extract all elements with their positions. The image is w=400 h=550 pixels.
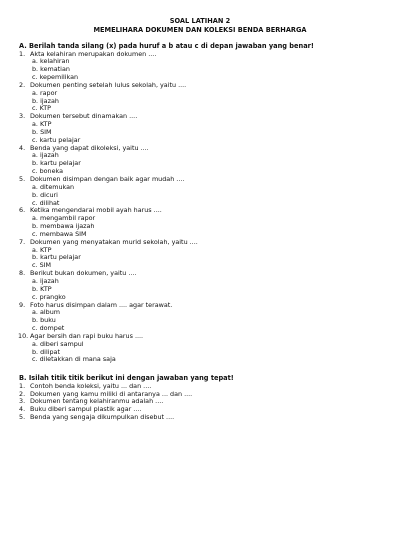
answer-option[interactable]: b. kartu pelajar (32, 253, 81, 262)
answer-option[interactable]: c. kepemilikan (32, 73, 79, 82)
question-text: Dokumen disimpan dengan baik agar mudah .... (30, 175, 185, 183)
section-b-questions (0, 383, 400, 422)
answer-option[interactable]: b. membawa ijazah (32, 222, 95, 231)
answer-option[interactable]: c. SIM (32, 261, 52, 270)
question-text: Agar bersih dan rapi buku harus .... (30, 331, 144, 340)
answer-option[interactable]: c. KTP (32, 104, 52, 113)
question-item (0, 176, 400, 207)
question-text: Benda yang dapat dikoleksi, yaitu .... (30, 143, 149, 152)
question-number: 3. (19, 112, 26, 121)
question-item (0, 239, 400, 270)
section-b-heading: B. Isilah titik titik berikut ini dengan jawaban yang tepat! (19, 374, 234, 383)
question-number: 7. (19, 237, 26, 246)
answer-option[interactable]: a. ijazah (32, 276, 59, 285)
answer-option[interactable]: a. kelahiran (32, 57, 70, 66)
question-line (0, 270, 400, 278)
question-item (0, 113, 400, 144)
question-number: 4. (19, 143, 26, 152)
question-number: 6. (19, 206, 26, 215)
question-number: 1. (19, 381, 26, 390)
page-subtitle: MEMELIHARA DOKUMEN DAN KOLEKSI BENDA BERHARGA (93, 26, 307, 34)
answer-option[interactable]: b. buku (32, 316, 56, 325)
answer-option[interactable]: b. dilipat (32, 347, 60, 356)
section-a-questions (0, 51, 400, 365)
question-text: Dokumen penting setelah lulus sekolah, yaitu .... (30, 80, 187, 89)
question-number: 10. (18, 331, 29, 340)
question-item (0, 207, 400, 238)
question-text: Dokumen tersebut dinamakan .... (30, 112, 138, 121)
question-line (0, 51, 400, 59)
question-item (0, 302, 400, 333)
answer-option[interactable]: a. album (32, 308, 61, 317)
answer-option[interactable]: a. ijazah (32, 151, 59, 160)
question-line (0, 145, 400, 153)
question-line (0, 113, 400, 121)
question-number: 5. (19, 175, 26, 183)
question-line (0, 176, 400, 184)
answer-option[interactable]: b. SIM (32, 127, 52, 136)
question-text: Akta kelahiran merupakan dokumen .... (30, 49, 157, 58)
page-title: SOAL LATIHAN 2 (169, 17, 231, 25)
question-text: Dokumen yang kamu miliki di antaranya ... dan .... (30, 389, 193, 398)
question-item (0, 270, 400, 301)
answer-option[interactable]: a. KTP (32, 245, 52, 254)
question-number: 2. (19, 80, 26, 89)
question-text: Dokumen tentang kelahiranmu adalah .... (30, 397, 164, 406)
question-text: Benda yang sengaja dikumpulkan disebut .... (30, 413, 175, 422)
question-item (0, 333, 400, 364)
question-item (0, 82, 400, 113)
question-text: Dokumen yang menyatakan murid sekolah, yaitu .... (30, 237, 198, 246)
question-number: 4. (19, 405, 26, 414)
answer-option[interactable]: a. ditemukan (32, 182, 75, 191)
answer-option[interactable]: c. kartu pelajar (32, 135, 81, 144)
answer-option[interactable]: c. membawa SIM (32, 229, 87, 238)
question-text: Buku diberi sampul plastik agar .... (30, 405, 142, 414)
question-text: Contoh benda koleksi, yaitu ... dan .... (30, 381, 152, 390)
question-item (0, 145, 400, 176)
question-text: Foto harus disimpan dalam .... agar terawat. (30, 300, 173, 309)
question-number: 8. (19, 269, 26, 278)
answer-option[interactable]: a. diberi sampul (32, 339, 84, 348)
answer-option[interactable]: b. kartu pelajar (32, 159, 81, 168)
answer-option[interactable]: a. rapor (32, 88, 58, 97)
question-number: 2. (19, 389, 26, 398)
question-line (0, 333, 400, 341)
question-text: Berikut bukan dokumen, yaitu .... (30, 269, 137, 278)
question-line (0, 239, 400, 247)
question-line (0, 302, 400, 310)
answer-option[interactable]: c. boneka (32, 167, 64, 176)
section-a-heading: A. Berilah tanda silang (x) pada huruf a b atau c di depan jawaban yang benar! (19, 42, 314, 50)
answer-option[interactable]: b. dicuri (32, 190, 58, 199)
question-line (0, 82, 400, 90)
question-number: 9. (19, 300, 26, 309)
answer-option[interactable]: c. dilihat (32, 198, 60, 207)
fill-in-question (0, 414, 400, 422)
answer-option[interactable]: b. ijazah (32, 96, 59, 105)
question-number: 3. (19, 397, 26, 406)
answer-option[interactable]: b. kematian (32, 65, 70, 74)
question-number: 5. (19, 413, 26, 422)
answer-option[interactable]: c. diletakkan di mana saja (32, 355, 116, 364)
answer-option[interactable]: c. prangko (32, 292, 66, 301)
answer-option[interactable]: a. mengambil rapor (32, 214, 96, 223)
answer-option[interactable]: a. KTP (32, 120, 52, 129)
answer-option[interactable]: b. KTP (32, 284, 52, 293)
question-line (0, 207, 400, 215)
question-text: Ketika mengendarai mobil ayah harus .... (30, 206, 162, 215)
question-item (0, 51, 400, 82)
answer-option[interactable]: c. dompet (32, 324, 65, 333)
question-number: 1. (19, 49, 26, 58)
